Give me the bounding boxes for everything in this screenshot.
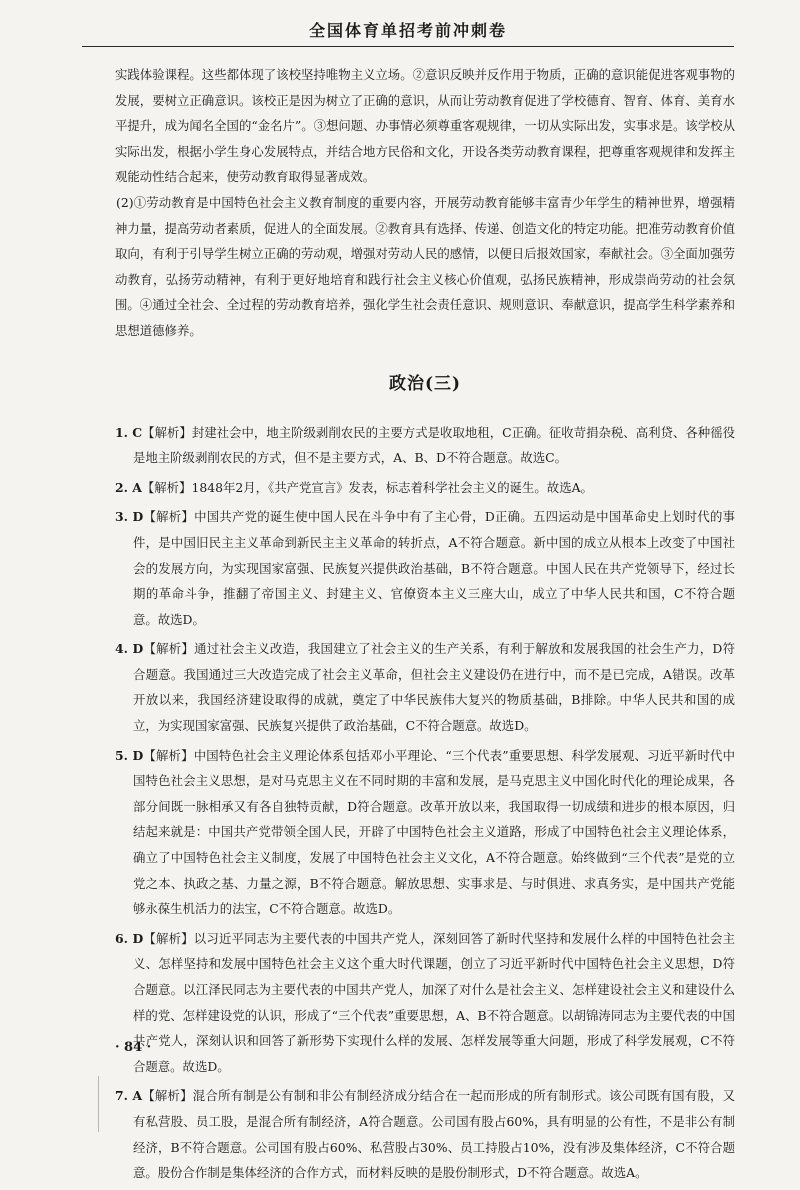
analysis-tag: 【解析】 bbox=[143, 747, 194, 763]
answer-number: 6. D bbox=[115, 930, 144, 946]
analysis-tag: 【解析】 bbox=[143, 930, 194, 946]
page-header bbox=[82, 16, 734, 47]
analysis-tag: 【解析】 bbox=[143, 509, 195, 525]
analysis-tag: 【解析】 bbox=[143, 641, 195, 657]
answer-text: 封建社会中，地主阶级剥削农民的主要方式是收取地租，C正确。征收苛捐杂税、高利贷、各种徭役是地主阶级剥削农民的方式，但不是主要方式，A、B、D不符合题意。故选C。 bbox=[133, 424, 735, 466]
analysis-tag: 【解析】 bbox=[142, 1088, 193, 1104]
binding-margin-line bbox=[98, 1076, 99, 1132]
answer-number: 5. D bbox=[115, 747, 144, 763]
answer-text: 混合所有制是公有制和非公有制经济成分结合在一起而形成的所有制形式。该公司既有国有股，又有私营股、员工股，是混合所有制经济，A符合题意。公司国有股占60%，具有明显的公有性，不是非公有制经济，B不符合题意。公司国有股占60%、私营股占30%、员工持股占10%，没有涉及集体经济，C不符合题意。股份合作制是集体经济的合作方式，而材料反映的是股份制形式，D不符合题意。故选A。 bbox=[133, 1088, 735, 1181]
answer-text: 中国共产党的诞生使中国人民在斗争中有了主心骨，D正确。五四运动是中国革命史上划时代的事件，是中国旧民主主义革命到新民主主义革命的转折点，A不符合题意。新中国的成立从根本上改变了中国社会的发展方向，为实现国家富强、民族复兴提供政治基础，B不符合题意。中国人民在共产党领导下，经过长期的革命斗争，推翻了帝国主义、封建主义、官僚资本主义三座大山，成立了中华人民共和国，C不符合题意。故选D。 bbox=[133, 509, 735, 627]
answer-item bbox=[115, 636, 735, 738]
continuation-paragraph-1: 实践体验课程。这些都体现了该校坚持唯物主义立场。②意识反映并反作用于物质，正确的意识能促进客观事物的发展，要树立正确意识。该校正是因为树立了正确的意识，从而让劳动教育促进了学校德育、智育、体育、美育水平提升，成为闻名全国的“金名片”。③想问题、办事情必须尊重客观规律，一切从实际出发，实事求是。该学校从实际出发，根据小学生身心发展特点，并结合地方民俗和文化，开设各类劳动教育课程，把尊重客观规律和发挥主观能动性结合起来，使劳动教育取得显著成效。 bbox=[115, 67, 735, 185]
answer-item bbox=[115, 504, 735, 632]
answer-number: 2. A bbox=[115, 479, 142, 495]
answer-number: 4. D bbox=[115, 641, 144, 657]
continuation-paragraph-2: (2)①劳动教育是中国特色社会主义教育制度的重要内容，开展劳动教育能够丰富青少年学生的精神世界，增强精神力量，提高劳动者素质，促进人的全面发展。②教育具有选择、传递、创造文化的特定功能。把准劳动教育价值取向，有利于引导学生树立正确的劳动观，增强对劳动人民的感情，以便日后报效国家，奉献社会。③全面加强劳动教育，弘扬劳动精神，有利于更好地培育和践行社会主义核心价值观，弘扬民族精神，形成崇尚劳动的社会氛围。④通过全社会、全过程的劳动教育培养，强化学生社会责任意识、规则意识、奉献意识，提高学生科学素养和思想道德修养。 bbox=[115, 194, 735, 338]
analysis-tag: 【解析】 bbox=[141, 479, 192, 495]
answer-item bbox=[115, 420, 735, 471]
answer-number: 3. D bbox=[115, 509, 144, 525]
answer-item bbox=[115, 743, 735, 922]
answer-text: 通过社会主义改造，我国建立了社会主义的生产关系，有利于解放和发展我国的社会生产力，D符合题意。我国通过三大改造完成了社会主义革命，但社会主义建设仍在进行中，而不是已完成，A错误。改革开放以来，我国经济建设取得的成就，奠定了中华民族伟大复兴的物质基础，B排除。中华人民共和国的成立，为实现国家富强、民族复兴提供了政治基础，C不符合题意。故选D。 bbox=[133, 641, 736, 734]
answer-text: 以习近平同志为主要代表的中国共产党人，深刻回答了新时代坚持和发展什么样的中国特色社会主义、怎样坚持和发展中国特色社会主义这个重大时代课题，创立了习近平新时代中国特色社会主义思想，D符合题意。以江泽民同志为主要代表的中国共产党人，加深了对什么是社会主义、怎样建设社会主义和建设什么样的党、怎样建设党的认识，形成了“三个代表”重要思想，A、B不符合题意。以胡锦涛同志为主要代表的中国共产党人，深刻认识和回答了新形势下实现什么样的发展、怎样发展等重大问题，形成了科学发展观，C不符合题意。故选D。 bbox=[133, 930, 736, 1074]
answer-item bbox=[115, 475, 735, 501]
page-number: · 84 · bbox=[115, 1040, 152, 1055]
answer-item bbox=[115, 1083, 735, 1185]
answer-text: 中国特色社会主义理论体系包括邓小平理论、“三个代表”重要思想、科学发展观、习近平新时代中国特色社会主义思想，是对马克思主义在不同时期的丰富和发展，是马克思主义中国化时代化的理论成果，各部分间既一脉相承又有各自独特贡献，D符合题意。改革开放以来，我国取得一切成绩和进步的根本原因，归结起来就是：中国共产党带领全国人民，开辟了中国特色社会主义道路，形成了中国特色社会主义理论体系，确立了中国特色社会主义制度，发展了中国特色社会主义文化，A不符合题意。始终做到“三个代表”是党的立党之本、执政之基、力量之源，B不符合题意。解放思想、实事求是、与时俱进、求真务实，是中国共产党能够永葆生机活力的法宝，C不符合题意。故选D。 bbox=[133, 747, 736, 917]
page-content bbox=[115, 62, 735, 1190]
answer-number: 7. A bbox=[115, 1088, 143, 1104]
answer-number: 1. C bbox=[115, 424, 143, 440]
answer-item bbox=[115, 926, 735, 1080]
header-title: 全国体育单招考前冲刺卷 bbox=[308, 21, 507, 40]
section-title: 政治(三) bbox=[388, 373, 462, 394]
analysis-tag: 【解析】 bbox=[142, 424, 192, 440]
answer-text: 1848年2月，《共产党宣言》发表，标志着科学社会主义的诞生。故选A。 bbox=[191, 479, 593, 495]
